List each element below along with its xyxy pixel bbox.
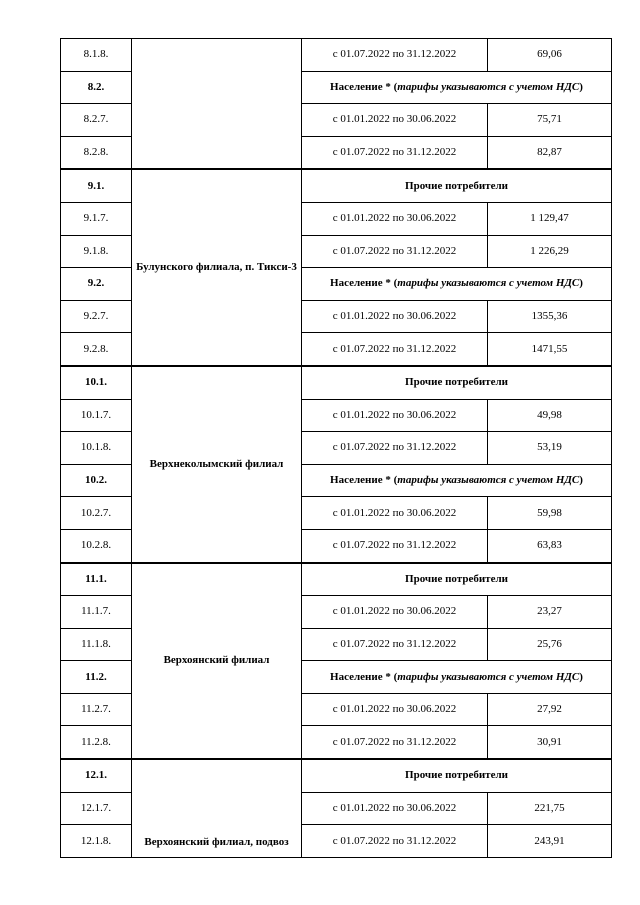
branch-name: Булунского филиала, п. Тикси-3 — [132, 169, 302, 366]
period-cell: с 01.07.2022 по 31.12.2022 — [302, 726, 488, 759]
row-number: 9.2.7. — [61, 300, 132, 333]
period-cell: с 01.01.2022 по 30.06.2022 — [302, 399, 488, 432]
period-cell: с 01.07.2022 по 31.12.2022 — [302, 825, 488, 858]
tariff-value: 25,76 — [488, 628, 612, 661]
period-cell: с 01.07.2022 по 31.12.2022 — [302, 235, 488, 268]
tariff-value: 1 129,47 — [488, 202, 612, 235]
period-cell: с 01.07.2022 по 31.12.2022 — [302, 432, 488, 465]
table-row — [61, 169, 612, 202]
period-cell: с 01.01.2022 по 30.06.2022 — [302, 596, 488, 629]
row-number: 12.1.7. — [61, 792, 132, 825]
population-header: Население * (тарифы указываются с учетом НДС) — [302, 268, 612, 301]
row-number: 11.2. — [61, 661, 132, 694]
row-number: 10.2.8. — [61, 529, 132, 562]
row-number: 12.1.8. — [61, 825, 132, 858]
period-cell: с 01.07.2022 по 31.12.2022 — [302, 136, 488, 169]
row-number: 8.2.7. — [61, 104, 132, 137]
row-number: 9.1. — [61, 169, 132, 202]
row-number: 8.2.8. — [61, 136, 132, 169]
tariff-value: 59,98 — [488, 497, 612, 530]
table-row — [61, 563, 612, 596]
branch-name: Верхоянский филиал, подвоз — [132, 759, 302, 857]
row-number: 11.1.7. — [61, 596, 132, 629]
row-number: 9.2.8. — [61, 333, 132, 366]
branch-cell-empty — [132, 39, 302, 170]
period-cell: с 01.01.2022 по 30.06.2022 — [302, 792, 488, 825]
branch-name: Верхоянский филиал — [132, 563, 302, 760]
period-cell: с 01.07.2022 по 31.12.2022 — [302, 333, 488, 366]
tariff-table — [60, 38, 612, 858]
tariff-value: 82,87 — [488, 136, 612, 169]
row-number: 11.2.7. — [61, 693, 132, 726]
other-consumers-header: Прочие потребители — [302, 169, 612, 202]
tariff-value: 23,27 — [488, 596, 612, 629]
row-number: 10.1.7. — [61, 399, 132, 432]
row-number: 10.1. — [61, 366, 132, 399]
row-number: 9.1.7. — [61, 202, 132, 235]
other-consumers-header: Прочие потребители — [302, 366, 612, 399]
row-number: 10.2.7. — [61, 497, 132, 530]
tariff-value: 1471,55 — [488, 333, 612, 366]
period-cell: с 01.01.2022 по 30.06.2022 — [302, 104, 488, 137]
period-cell: с 01.07.2022 по 31.12.2022 — [302, 39, 488, 72]
row-number: 11.1. — [61, 563, 132, 596]
tariff-value: 69,06 — [488, 39, 612, 72]
period-cell: с 01.01.2022 по 30.06.2022 — [302, 300, 488, 333]
tariff-value: 221,75 — [488, 792, 612, 825]
population-header: Население * (тарифы указываются с учетом НДС) — [302, 464, 612, 497]
branch-name: Верхнеколымский филиал — [132, 366, 302, 563]
tariff-value: 30,91 — [488, 726, 612, 759]
tariff-value: 1 226,29 — [488, 235, 612, 268]
period-cell: с 01.07.2022 по 31.12.2022 — [302, 628, 488, 661]
period-cell: с 01.01.2022 по 30.06.2022 — [302, 693, 488, 726]
tariff-value: 49,98 — [488, 399, 612, 432]
row-number: 9.1.8. — [61, 235, 132, 268]
row-number: 12.1. — [61, 759, 132, 792]
period-cell: с 01.01.2022 по 30.06.2022 — [302, 497, 488, 530]
other-consumers-header: Прочие потребители — [302, 563, 612, 596]
row-number: 9.2. — [61, 268, 132, 301]
period-cell: с 01.01.2022 по 30.06.2022 — [302, 202, 488, 235]
table-row — [61, 759, 612, 792]
period-cell: с 01.07.2022 по 31.12.2022 — [302, 529, 488, 562]
row-number: 8.2. — [61, 71, 132, 104]
population-header: Население * (тарифы указываются с учетом НДС) — [302, 71, 612, 104]
tariff-value: 75,71 — [488, 104, 612, 137]
tariff-value: 243,91 — [488, 825, 612, 858]
other-consumers-header: Прочие потребители — [302, 759, 612, 792]
table-row — [61, 39, 612, 72]
row-number: 11.1.8. — [61, 628, 132, 661]
row-number: 8.1.8. — [61, 39, 132, 72]
population-header: Население * (тарифы указываются с учетом НДС) — [302, 661, 612, 694]
tariff-value: 1355,36 — [488, 300, 612, 333]
table-row — [61, 366, 612, 399]
tariff-value: 53,19 — [488, 432, 612, 465]
row-number: 11.2.8. — [61, 726, 132, 759]
tariff-value: 27,92 — [488, 693, 612, 726]
tariff-value: 63,83 — [488, 529, 612, 562]
row-number: 10.2. — [61, 464, 132, 497]
row-number: 10.1.8. — [61, 432, 132, 465]
